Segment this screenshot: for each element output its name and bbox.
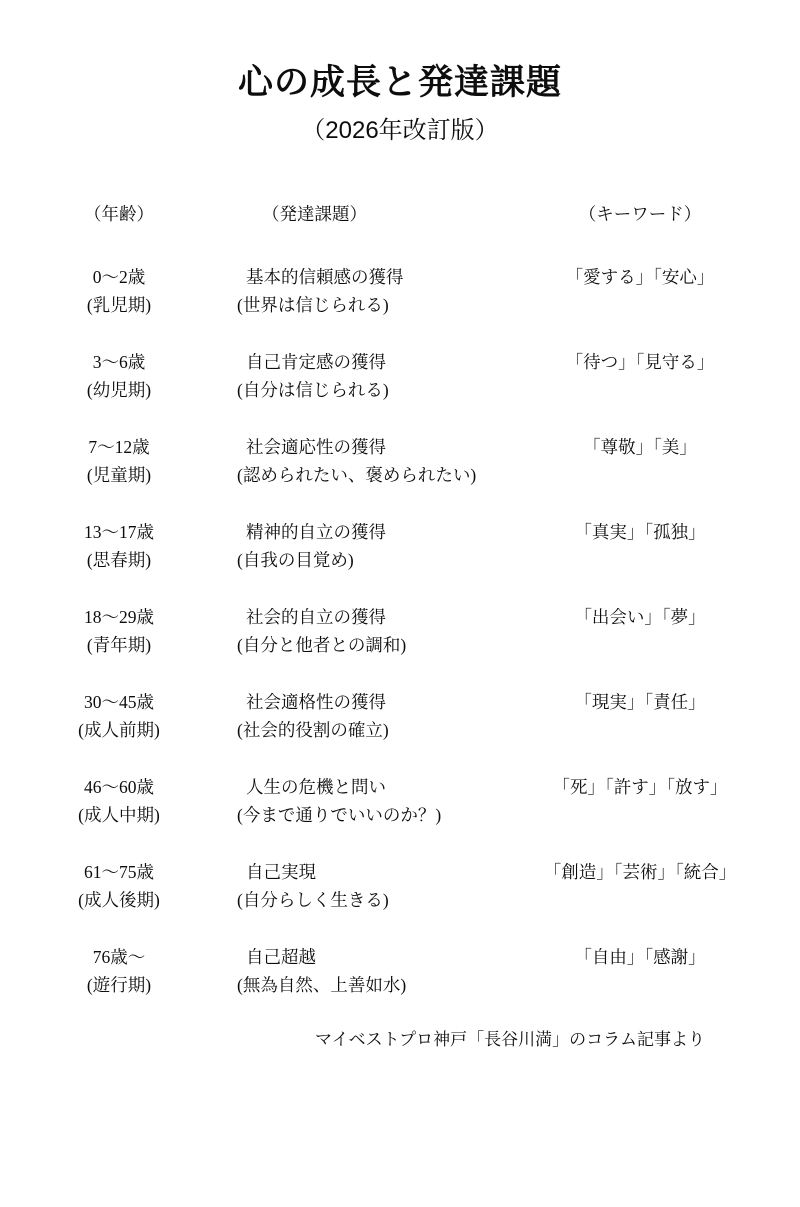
age-cell: [60, 263, 178, 319]
development-table: [60, 200, 800, 999]
age-stage: (遊行期): [86, 975, 152, 995]
table-row: [60, 433, 800, 489]
task-title: 社会的自立の獲得: [246, 607, 386, 627]
task-cell: [178, 518, 490, 574]
task-title: 自己肯定感の獲得: [246, 352, 386, 372]
footer-credit: マイベストプロ神戸「長谷川満」のコラム記事より: [315, 1030, 705, 1049]
table-row: [60, 773, 800, 829]
age-stage: (乳児期): [86, 295, 152, 315]
task-cell: [178, 773, 490, 829]
table-row: [60, 518, 800, 574]
age-stage: (幼児期): [86, 380, 152, 400]
task-note: (世界は信じられる): [237, 295, 389, 315]
keywords: 「待つ」「見守る」: [565, 352, 715, 372]
table-row: [60, 943, 800, 999]
keywords: 「死」「許す」「放す」: [552, 777, 728, 797]
age-cell: [60, 433, 178, 489]
task-cell: [178, 688, 490, 744]
page-subtitle: （2026年改訂版）: [301, 117, 499, 144]
task-title: 自己超越: [246, 947, 316, 967]
task-note: (無為自然、上善如水): [237, 975, 407, 995]
task-title: 自己実現: [246, 862, 316, 882]
keywords: 「出会い」「夢」: [574, 607, 706, 627]
task-cell: [178, 943, 490, 999]
age-range: 46～60歳: [84, 777, 154, 797]
age-stage: (青年期): [86, 635, 152, 655]
task-cell: [178, 348, 490, 404]
keywords: 「真実」「孤独」: [574, 522, 706, 542]
age-range: 13～17歳: [84, 522, 154, 542]
task-cell: [178, 263, 490, 319]
task-note: (自分は信じられる): [237, 380, 389, 400]
table-row: [60, 348, 800, 404]
age-cell: [60, 518, 178, 574]
task-note: (社会的役割の確立): [237, 720, 389, 740]
task-cell: [178, 603, 490, 659]
age-stage: (成人後期): [78, 890, 160, 910]
age-range: 3～6歳: [92, 352, 146, 372]
task-note: (認められたい、褒められたい): [237, 465, 477, 485]
age-cell: [60, 858, 178, 914]
age-range: 30～45歳: [84, 692, 154, 712]
keywords: 「現実」「責任」: [574, 692, 706, 712]
age-stage: (思春期): [86, 550, 152, 570]
keywords: 「自由」「感謝」: [574, 947, 706, 967]
document-page: [0, 62, 800, 1052]
task-note: (自分らしく生きる): [237, 890, 389, 910]
age-cell: [60, 603, 178, 659]
header-task: （発達課題）: [262, 204, 367, 224]
table-row: [60, 603, 800, 659]
age-cell: [60, 348, 178, 404]
task-title: 社会適応性の獲得: [246, 437, 386, 457]
task-title: 人生の危機と問い: [246, 777, 386, 797]
age-range: 7～12歳: [88, 437, 150, 457]
keywords: 「創造」「芸術」「統合」: [543, 862, 737, 882]
task-title: 社会適格性の獲得: [246, 692, 386, 712]
age-range: 18～29歳: [84, 607, 154, 627]
task-cell: [178, 433, 490, 489]
age-stage: (成人前期): [78, 720, 160, 740]
table-header-row: [60, 200, 800, 228]
task-title: 基本的信頼感の獲得: [246, 267, 404, 287]
header-age: （年齢）: [84, 204, 154, 224]
age-cell: [60, 943, 178, 999]
age-cell: [60, 688, 178, 744]
task-note: (自我の目覚め): [237, 550, 354, 570]
age-range: 61～75歳: [84, 862, 154, 882]
age-range: 76歳～: [92, 947, 146, 967]
table-row: [60, 858, 800, 914]
age-stage: (成人中期): [78, 805, 160, 825]
age-range: 0～2歳: [92, 267, 146, 287]
keywords: 「尊敬」「美」: [583, 437, 697, 457]
task-cell: [178, 858, 490, 914]
table-row: [60, 688, 800, 744]
page-title: 心の成長と発達課題: [237, 63, 562, 102]
age-stage: (児童期): [86, 465, 152, 485]
task-note: (今まで通りでいいのか？): [237, 805, 442, 825]
keywords: 「愛する」「安心」: [565, 267, 715, 287]
header-keyword: （キーワード）: [578, 204, 702, 224]
task-note: (自分と他者との調和): [237, 635, 407, 655]
task-title: 精神的自立の獲得: [246, 522, 386, 542]
table-row: [60, 263, 800, 319]
age-cell: [60, 773, 178, 829]
